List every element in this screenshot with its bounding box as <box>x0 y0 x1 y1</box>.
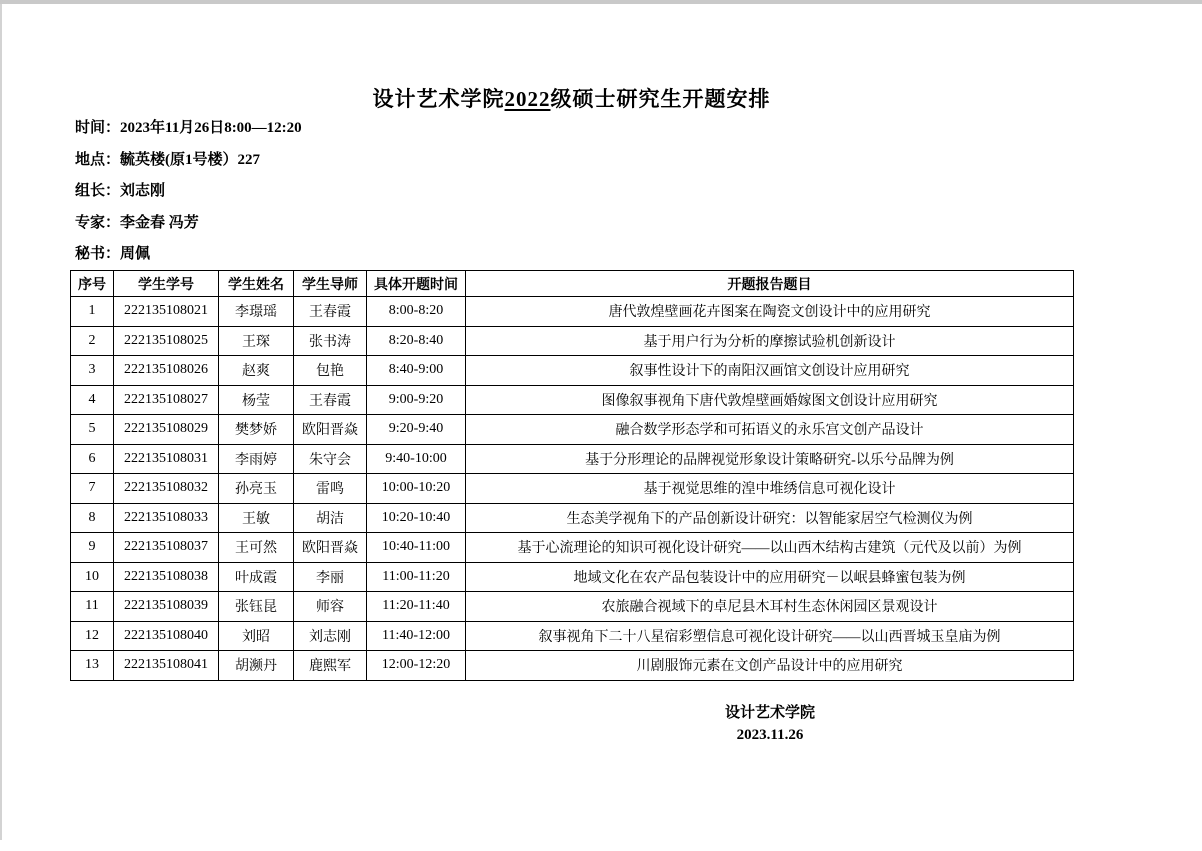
title-prefix: 设计艺术学院 <box>372 87 505 111</box>
cell-index: 10 <box>71 562 114 592</box>
cell-time-slot: 11:40-12:00 <box>367 621 466 651</box>
cell-index: 11 <box>71 592 114 622</box>
cell-proposal-title: 地域文化在农产品包装设计中的应用研究－以岷县蜂蜜包装为例 <box>466 562 1074 592</box>
cell-proposal-title: 基于视觉思维的湟中堆绣信息可视化设计 <box>466 474 1074 504</box>
cell-advisor: 鹿熙军 <box>294 651 367 681</box>
cell-time-slot: 11:20-11:40 <box>367 592 466 622</box>
signature-block <box>620 702 920 746</box>
cell-student-id: 222135108038 <box>114 562 219 592</box>
cell-proposal-title: 农旅融合视域下的卓尼县木耳村生态休闲园区景观设计 <box>466 592 1074 622</box>
page-edge-top <box>0 0 1202 4</box>
signature-date: 2023.11.26 <box>736 727 804 743</box>
cell-time-slot: 9:40-10:00 <box>367 444 466 474</box>
cell-advisor: 刘志刚 <box>294 621 367 651</box>
cell-student-id: 222135108031 <box>114 444 219 474</box>
cell-student-id: 222135108040 <box>114 621 219 651</box>
meta-label: 时间： <box>75 120 121 136</box>
cell-student-id: 222135108041 <box>114 651 219 681</box>
cell-proposal-title: 基于心流理论的知识可视化设计研究——以山西木结构古建筑（元代及以前）为例 <box>466 533 1074 563</box>
cell-time-slot: 10:00-10:20 <box>367 474 466 504</box>
cell-index: 1 <box>71 297 114 327</box>
cell-advisor: 师容 <box>294 592 367 622</box>
table-row <box>71 592 1074 622</box>
cell-index: 12 <box>71 621 114 651</box>
meta-line-0 <box>75 113 302 145</box>
meta-label: 专家： <box>75 214 121 231</box>
cell-student-id: 222135108026 <box>114 356 219 386</box>
meta-label: 秘书： <box>75 246 121 262</box>
cell-proposal-title: 融合数学形态学和可拓语义的永乐宫文创产品设计 <box>466 415 1074 445</box>
table-row <box>71 533 1074 563</box>
column-header: 学生导师 <box>294 271 367 297</box>
cell-proposal-title: 生态美学视角下的产品创新设计研究：以智能家居空气检测仪为例 <box>466 503 1074 533</box>
cell-index: 4 <box>71 385 114 415</box>
cell-advisor: 胡洁 <box>294 503 367 533</box>
cell-student-id: 222135108025 <box>114 326 219 356</box>
cell-student-id: 222135108032 <box>114 474 219 504</box>
cell-student-name: 王敏 <box>219 503 294 533</box>
cell-time-slot: 10:40-11:00 <box>367 533 466 563</box>
column-header: 序号 <box>71 271 114 297</box>
cell-proposal-title: 叙事性设计下的南阳汉画馆文创设计应用研究 <box>466 356 1074 386</box>
title-suffix: 级硕士研究生开题安排 <box>550 87 771 111</box>
table-row <box>71 326 1074 356</box>
cell-student-name: 刘昭 <box>219 621 294 651</box>
cell-time-slot: 10:20-10:40 <box>367 503 466 533</box>
cell-student-id: 222135108033 <box>114 503 219 533</box>
table-row <box>71 474 1074 504</box>
page-edge-left <box>0 4 2 840</box>
column-header: 开题报告题目 <box>466 271 1074 297</box>
header-row <box>71 271 1074 297</box>
cell-advisor: 王春霞 <box>294 385 367 415</box>
column-header: 学生学号 <box>114 271 219 297</box>
table-row <box>71 385 1074 415</box>
cell-time-slot: 9:20-9:40 <box>367 415 466 445</box>
cell-advisor: 李丽 <box>294 562 367 592</box>
cell-advisor: 欧阳晋焱 <box>294 533 367 563</box>
cell-student-name: 杨莹 <box>219 385 294 415</box>
meta-line-3 <box>75 208 302 240</box>
meta-line-4 <box>75 239 302 271</box>
cell-student-name: 王可然 <box>219 533 294 563</box>
cell-advisor: 雷鸣 <box>294 474 367 504</box>
cell-student-id: 222135108037 <box>114 533 219 563</box>
cell-index: 3 <box>71 356 114 386</box>
cell-index: 13 <box>71 651 114 681</box>
cell-index: 5 <box>71 415 114 445</box>
cell-time-slot: 12:00-12:20 <box>367 651 466 681</box>
cell-proposal-title: 基于用户行为分析的摩擦试验机创新设计 <box>466 326 1074 356</box>
cell-student-name: 李璟瑶 <box>219 297 294 327</box>
cell-student-name: 樊梦娇 <box>219 415 294 445</box>
meta-value: 毓英楼(原1号楼）227 <box>120 151 261 168</box>
cell-advisor: 包艳 <box>294 356 367 386</box>
cell-time-slot: 8:20-8:40 <box>367 326 466 356</box>
meta-label: 地点： <box>75 151 121 168</box>
cell-student-name: 赵爽 <box>219 356 294 386</box>
column-header: 学生姓名 <box>219 271 294 297</box>
meta-label: 组长： <box>75 183 121 199</box>
cell-time-slot: 11:00-11:20 <box>367 562 466 592</box>
cell-proposal-title: 唐代敦煌壁画花卉图案在陶瓷文创设计中的应用研究 <box>466 297 1074 327</box>
cell-proposal-title: 图像叙事视角下唐代敦煌壁画婚嫁图文创设计应用研究 <box>466 385 1074 415</box>
schedule-table-body <box>71 297 1074 681</box>
cell-student-name: 叶成霞 <box>219 562 294 592</box>
cell-time-slot: 8:40-9:00 <box>367 356 466 386</box>
cell-advisor: 张书涛 <box>294 326 367 356</box>
table-row <box>71 503 1074 533</box>
cell-student-name: 李雨婷 <box>219 444 294 474</box>
table-row <box>71 651 1074 681</box>
cell-student-name: 胡濒丹 <box>219 651 294 681</box>
table-row <box>71 562 1074 592</box>
cell-student-id: 222135108021 <box>114 297 219 327</box>
cell-proposal-title: 叙事视角下二十八星宿彩塑信息可视化设计研究——以山西晋城玉皇庙为例 <box>466 621 1074 651</box>
cell-advisor: 王春霞 <box>294 297 367 327</box>
cell-student-name: 孙亮玉 <box>219 474 294 504</box>
meta-info-block <box>75 113 302 271</box>
meta-value: 李金春 冯芳 <box>120 214 199 231</box>
meta-value: 2023年11月26日8:00—12:20 <box>120 120 302 136</box>
schedule-table-header <box>71 271 1074 297</box>
table-row <box>71 444 1074 474</box>
signature-org: 设计艺术学院 <box>724 705 815 721</box>
page-title <box>70 83 1073 113</box>
table-row <box>71 297 1074 327</box>
cell-index: 8 <box>71 503 114 533</box>
title-year-underlined: 2022 <box>504 87 551 111</box>
cell-index: 9 <box>71 533 114 563</box>
cell-index: 2 <box>71 326 114 356</box>
cell-time-slot: 8:00-8:20 <box>367 297 466 327</box>
cell-proposal-title: 川剧服饰元素在文创产品设计中的应用研究 <box>466 651 1074 681</box>
cell-student-id: 222135108029 <box>114 415 219 445</box>
column-header: 具体开题时间 <box>367 271 466 297</box>
cell-time-slot: 9:00-9:20 <box>367 385 466 415</box>
meta-value: 周佩 <box>120 246 151 262</box>
cell-student-name: 张钰昆 <box>219 592 294 622</box>
meta-line-1 <box>75 145 302 177</box>
table-row <box>71 415 1074 445</box>
cell-advisor: 欧阳晋焱 <box>294 415 367 445</box>
cell-index: 7 <box>71 474 114 504</box>
table-row <box>71 356 1074 386</box>
cell-proposal-title: 基于分形理论的品牌视觉形象设计策略研究-以乐兮品牌为例 <box>466 444 1074 474</box>
cell-student-id: 222135108039 <box>114 592 219 622</box>
cell-index: 6 <box>71 444 114 474</box>
table-row <box>71 621 1074 651</box>
schedule-table <box>70 270 1074 681</box>
cell-advisor: 朱守会 <box>294 444 367 474</box>
meta-value: 刘志刚 <box>120 183 166 199</box>
meta-line-2 <box>75 176 302 208</box>
cell-student-id: 222135108027 <box>114 385 219 415</box>
cell-student-name: 王琛 <box>219 326 294 356</box>
